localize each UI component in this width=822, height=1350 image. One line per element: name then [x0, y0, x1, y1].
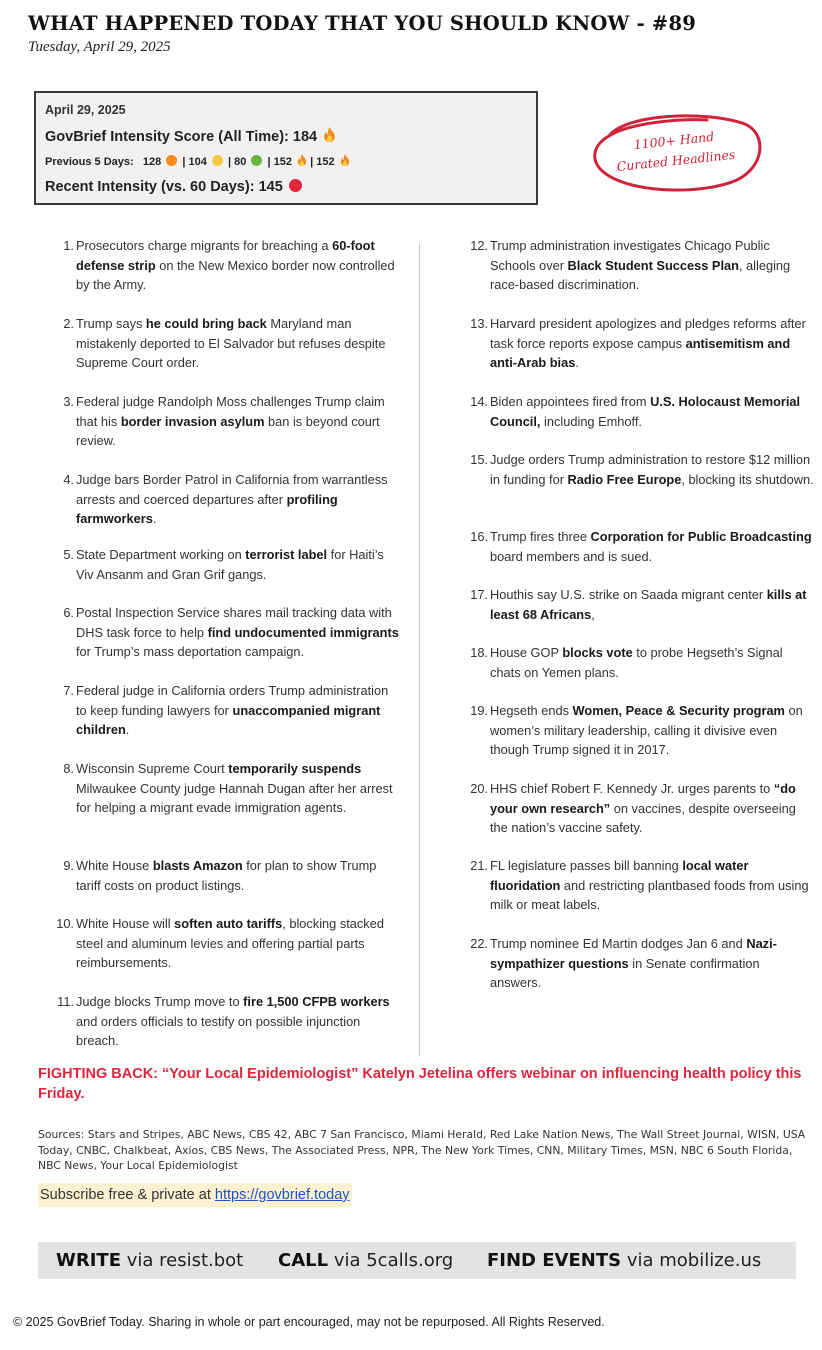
headline-number: 7.	[63, 683, 74, 698]
previous-day-value: 128	[142, 156, 165, 168]
headline-number: 19.	[470, 703, 488, 718]
headline-text	[490, 779, 814, 838]
headline-emphasis: temporarily suspends	[228, 761, 362, 776]
headline-fragment: .	[125, 722, 130, 737]
headline-text	[76, 856, 400, 895]
headline-fragment: .	[152, 511, 157, 526]
headline-fragment: Judge blocks Trump move to	[76, 994, 244, 1009]
headline-number: 17.	[470, 587, 488, 602]
headline-emphasis: kills at least 68 Africans	[490, 587, 807, 622]
headline-text	[490, 934, 814, 993]
headline-fragment: Trump nominee Ed Martin dodges Jan 6 and	[490, 936, 747, 951]
headline-text	[490, 236, 814, 295]
headline-text	[490, 643, 814, 682]
headline-number: 6.	[63, 605, 74, 620]
headline-text	[490, 450, 814, 489]
headline-emphasis: Black Student Success Plan	[567, 257, 739, 273]
write-action-button[interactable]	[38, 1242, 287, 1279]
headline-emphasis: soften auto tariffs	[174, 916, 283, 931]
headline-fragment: Trump fires three	[490, 529, 591, 544]
recent-intensity-line	[45, 179, 304, 195]
headline-emphasis: he could bring back	[145, 316, 267, 331]
headline-fragment: Biden appointees fired from	[490, 394, 651, 409]
headline-emphasis: profiling farmworkers	[76, 491, 338, 526]
headline-text	[490, 585, 814, 624]
headline-fragment: , blocking its shutdown.	[681, 471, 814, 487]
find-events-action-button[interactable]	[475, 1242, 796, 1279]
flame-icon	[323, 127, 336, 142]
subscribe-text: Subscribe free & private at	[40, 1187, 215, 1203]
headline-fragment: Trump says	[76, 316, 146, 331]
headline-fragment: on the New Mexico border now controlled by the Army.	[76, 257, 395, 292]
headline-fragment: Prosecutors charge migrants for breaching a	[76, 238, 333, 253]
write-action-verb: WRITE	[56, 1250, 121, 1271]
headline-number: 4.	[63, 472, 74, 487]
headline-fragment: Federal judge Randolph Moss challenges Trump claim that his	[76, 394, 385, 429]
issue-date: Tuesday, April 29, 2025	[28, 39, 171, 55]
headline-emphasis: 60-foot defense strip	[76, 238, 375, 273]
headline-fragment: Maryland man mistakenly deported to El Salvador but refuses despite Supreme Court order.	[76, 316, 386, 370]
stamp-line-1: 1100+ Hand	[632, 128, 715, 153]
recent-intensity-label: Recent Intensity (vs. 60 Days):	[45, 179, 255, 195]
headline-fragment: board members and is sued.	[490, 548, 653, 564]
headline-fragment: , blocking stacked steel and aluminum levies and offering partial parts reimbursements.	[76, 916, 384, 970]
headline-text	[490, 392, 814, 431]
headline-fragment: in Senate confirmation answers.	[490, 955, 760, 990]
headline-fragment: White House will	[76, 916, 175, 931]
action-bar	[38, 1242, 796, 1279]
headline-fragment: HHS chief Robert F. Kennedy Jr. urges parents to	[490, 781, 774, 796]
headline-fragment: Houthis say U.S. strike on Saada migrant center	[490, 587, 767, 602]
headline-text	[490, 314, 814, 373]
score-box-date: April 29, 2025	[45, 103, 126, 117]
headline-text	[76, 545, 400, 584]
intensity-score-label: GovBrief Intensity Score (All Time):	[45, 129, 289, 145]
previous-day-value: 80	[234, 156, 250, 168]
headline-fragment: for Haiti’s Viv Ansanm and Gran Grif gangs.	[76, 547, 384, 582]
headline-text	[76, 603, 400, 662]
previous-days-separator: |	[224, 156, 235, 168]
orange-dot-icon	[166, 155, 177, 166]
headline-number: 21.	[470, 858, 488, 873]
headline-number: 10.	[56, 916, 74, 931]
flame-icon	[340, 154, 350, 166]
yellow-dot-icon	[212, 155, 223, 166]
headline-emphasis: “do your own research”	[490, 781, 796, 816]
headline-number: 9.	[63, 858, 74, 873]
headline-emphasis: Radio Free Europe	[567, 471, 682, 487]
headline-fragment: Hegseth ends	[490, 703, 573, 718]
headline-emphasis: U.S. Holocaust Memorial Council,	[490, 394, 801, 429]
headline-fragment: , alleging race-based discrimination.	[490, 257, 791, 292]
intensity-score-value: 184	[292, 129, 318, 145]
headline-text	[76, 470, 400, 529]
recent-intensity-value: 145	[258, 179, 283, 195]
headline-fragment: on women’s military leadership, calling it divisive even though Trump signed it in 2017.	[490, 703, 803, 757]
flame-icon	[297, 154, 307, 166]
headline-text	[76, 236, 400, 295]
headline-number: 11.	[57, 994, 74, 1009]
previous-day-value: 152	[316, 156, 338, 168]
headline-number: 8.	[63, 761, 74, 776]
call-action-verb: CALL	[278, 1250, 329, 1271]
headline-fragment: White House	[76, 858, 153, 873]
headline-number: 20.	[470, 781, 488, 796]
red-dot-icon	[289, 179, 302, 192]
headline-fragment: House GOP	[490, 645, 563, 660]
headline-fragment: including Emhoff.	[540, 413, 642, 429]
headline-fragment: Milwaukee County judge Hannah Dugan after her arrest for helping a migrant evade immigration agents.	[76, 780, 393, 815]
headline-number: 16.	[470, 529, 488, 544]
headline-text	[490, 527, 814, 566]
headline-fragment: Harvard president apologizes and pledges reforms after task force reports expose campus	[490, 316, 806, 351]
previous-days-line	[45, 154, 350, 168]
headline-fragment: to probe Hegseth’s Signal chats on Yemen plans.	[490, 645, 783, 680]
headline-fragment: on vaccines, despite overseeing the nation’s vaccine safety.	[490, 800, 796, 835]
previous-day-value: 152	[273, 156, 296, 168]
headline-text	[76, 759, 400, 818]
previous-days-separator: |	[179, 156, 189, 168]
headline-fragment: Wisconsin Supreme Court	[76, 761, 229, 776]
headline-fragment: Judge bars Border Patrol in California from warrantless arrests and coerced departures after	[76, 472, 388, 507]
headline-emphasis: blasts Amazon	[152, 858, 243, 873]
previous-days-separator: |	[307, 156, 317, 168]
call-action-button[interactable]	[271, 1242, 478, 1279]
headline-number: 15.	[470, 452, 488, 467]
headline-emphasis: terrorist label	[245, 547, 328, 562]
headline-number: 22.	[470, 936, 488, 951]
headline-number: 14.	[470, 394, 488, 409]
headline-fragment: State Department working on	[76, 547, 246, 562]
headline-emphasis: fire 1,500 CFPB workers	[243, 994, 390, 1009]
headline-fragment: FL legislature passes bill banning	[490, 858, 683, 873]
hand-curated-stamp	[587, 106, 763, 196]
headline-emphasis: find undocumented immigrants	[207, 624, 399, 640]
headline-text	[76, 681, 400, 740]
fighting-back-callout: FIGHTING BACK: “Your Local Epidemiologist” Katelyn Jetelina offers webinar on influencing health policy this Friday.	[38, 1066, 802, 1102]
headline-emphasis: unaccompanied migrant children	[76, 702, 381, 737]
copyright-footer: © 2025 GovBrief Today. Sharing in whole or part encouraged, may not be repurposed. All Rights Reserved.	[13, 1315, 605, 1329]
headline-emphasis: antisemitism and anti-Arab bias	[490, 335, 791, 370]
stamp-line-2: Curated Headlines	[616, 146, 736, 175]
find-events-action-verb: FIND EVENTS	[487, 1250, 622, 1271]
headline-fragment: and orders officials to testify on possible injunction breach.	[76, 1013, 361, 1048]
headline-number: 12.	[470, 238, 488, 253]
sources-list: Sources: Stars and Stripes, ABC News, CBS 42, ABC 7 San Francisco, Miami Herald, Red Lake Nation News, The Wall Street Journal, WISN, USA Today, CNBC, Chalkbeat, Axios, CBS News, The Associated Press, NPR, The New York Times, CNN, Military Times, MSN, NBC 6 South Florida, NBC News, Your Local Epidemiologist	[38, 1128, 806, 1172]
headline-fragment: Federal judge in California orders Trump administration to keep funding lawyers for	[76, 683, 389, 718]
headline-text	[76, 314, 400, 373]
headline-emphasis: local water fluoridation	[490, 858, 749, 893]
headline-emphasis: Corporation for Public Broadcasting	[590, 529, 812, 544]
intensity-score-box	[34, 91, 538, 205]
headline-fragment: Trump administration investigates Chicago Public Schools over	[490, 238, 770, 273]
headline-emphasis: Nazi-sympathizer questions	[490, 936, 777, 971]
headline-text	[490, 701, 814, 760]
headline-emphasis: border invasion asylum	[120, 413, 265, 429]
subscribe-link[interactable]: https://govbrief.today	[214, 1187, 350, 1203]
intensity-score-line	[45, 127, 336, 145]
previous-days-label: Previous 5 Days:	[45, 156, 134, 168]
headline-fragment: .	[575, 355, 579, 370]
headline-emphasis: Women, Peace & Security program	[572, 703, 785, 718]
headline-fragment: ,	[591, 606, 595, 622]
write-action-text: via resist.bot	[121, 1250, 244, 1271]
headline-text	[76, 992, 400, 1051]
headline-fragment: for Trump’s mass deportation campaign.	[76, 644, 305, 659]
find-events-action-text: via mobilize.us	[621, 1250, 762, 1271]
previous-day-value: 104	[188, 156, 210, 168]
headline-number: 13.	[470, 316, 488, 331]
headline-fragment: ban is beyond court review.	[76, 413, 380, 448]
headline-fragment: for plan to show Trump tariff costs on product listings.	[76, 858, 377, 893]
page-title: WHAT HAPPENED TODAY THAT YOU SHOULD KNOW - #89	[28, 12, 697, 35]
headline-emphasis: blocks vote	[562, 645, 633, 660]
green-dot-icon	[251, 155, 262, 166]
headline-fragment: Postal Inspection Service shares mail tracking data with DHS task force to help	[76, 605, 392, 640]
headline-text	[76, 392, 400, 451]
column-divider	[419, 244, 420, 1056]
headline-fragment: and restricting plantbased foods from using milk or meat labels.	[490, 877, 809, 912]
headline-text	[490, 856, 814, 915]
headline-number: 3.	[63, 394, 74, 409]
call-action-text: via 5calls.org	[328, 1250, 454, 1271]
headline-number: 1.	[63, 238, 74, 253]
subscribe-line	[38, 1183, 352, 1207]
headline-text	[76, 914, 400, 973]
previous-days-separator: |	[264, 156, 274, 168]
headline-fragment: Judge orders Trump administration to restore $12 million in funding for	[490, 452, 811, 487]
headline-number: 2.	[63, 316, 74, 331]
previous-days-values	[137, 156, 350, 168]
headline-number: 5.	[63, 547, 74, 562]
headline-number: 18.	[470, 645, 488, 660]
